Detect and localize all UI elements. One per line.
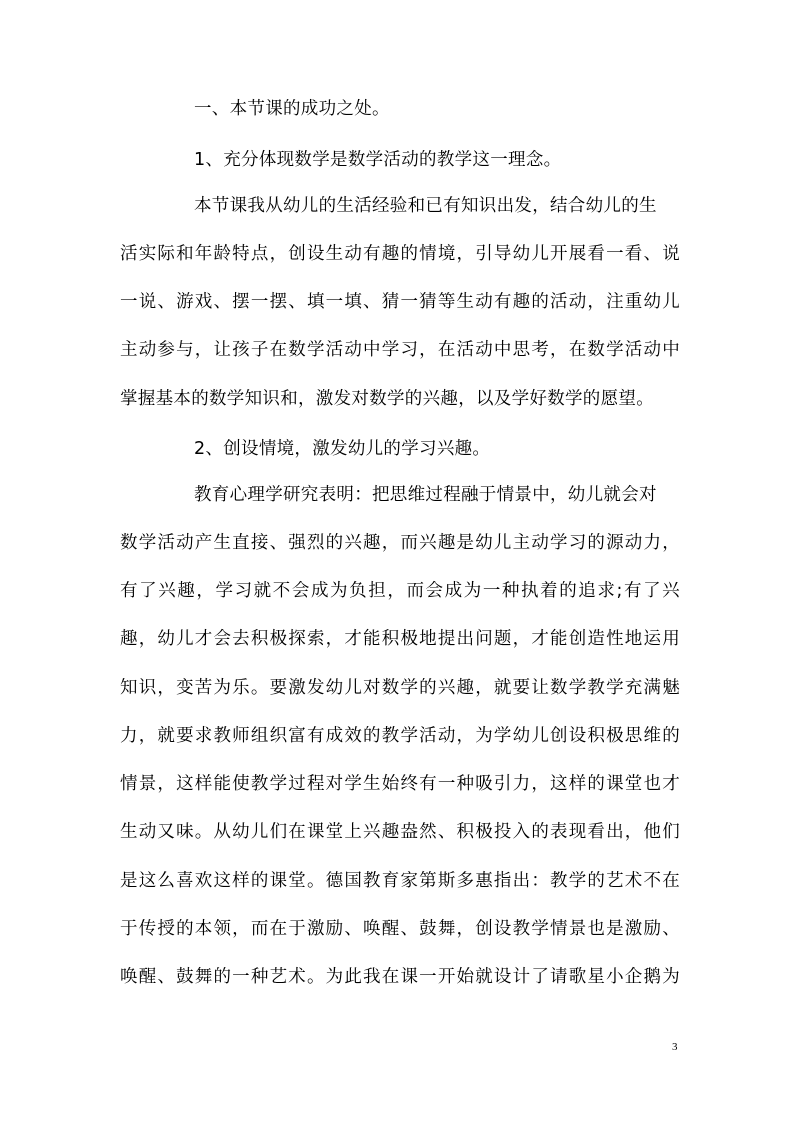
section-heading: 一、本节课的成功之处。 [194,99,390,119]
paragraph-line: 生动又味。从幼儿们在课堂上兴趣盎然、积极投入的表现看出，他们 [120,822,680,842]
paragraph-line: 有了兴趣，学习就不会成为负担，而会成为一种执着的追求;有了兴 [120,581,680,601]
paragraph-line: 趣，幼儿才会去积极探索，才能积极地提出问题，才能创造性地运用 [120,629,680,649]
paragraph-line: 一说、游戏、摆一摆、填一填、猜一猜等生动有趣的活动，注重幼儿 [120,292,680,312]
paragraph-line: 唤醒、鼓舞的一种艺术。为此我在课一开始就设计了请歌星小企鹅为 [120,967,680,987]
paragraph-line: 是这么喜欢这样的课堂。德国教育家第斯多惠指出：教学的艺术不在 [120,871,680,891]
paragraph-line: 情景，这样能使教学过程对学生始终有一种吸引力，这样的课堂也才 [120,774,680,794]
page-number: 3 [672,1041,678,1053]
paragraph-line: 掌握基本的数学知识和，激发对数学的兴趣，以及学好数学的愿望。 [120,389,654,409]
paragraph-line: 数学活动产生直接、强烈的兴趣，而兴趣是幼儿主动学习的源动力， [120,533,680,553]
paragraph-line: 力，就要求教师组织富有成效的教学活动，为学幼儿创设积极思维的 [120,726,680,746]
subsection-heading-1: 1、充分体现数学是数学活动的教学这一理念。 [194,150,562,170]
paragraph-line: 知识，变苦为乐。要激发幼儿对数学的兴趣，就要让数学教学充满魅 [120,678,680,698]
paragraph-line: 教育心理学研究表明：把思维过程融于情景中，幼儿就会对 [194,485,657,505]
paragraph-line: 本节课我从幼儿的生活经验和已有知识出发，结合幼儿的生 [194,196,657,216]
paragraph-line: 于传授的本领，而在于激励、唤醒、鼓舞，创设教学情景也是激励、 [120,919,680,939]
paragraph-line: 活实际和年龄特点，创设生动有趣的情境，引导幼儿开展看一看、说 [120,244,680,264]
subsection-heading-2: 2、创设情境，激发幼儿的学习兴趣。 [194,439,491,459]
paragraph-line: 主动参与，让孩子在数学活动中学习，在活动中思考，在数学活动中 [120,340,680,360]
